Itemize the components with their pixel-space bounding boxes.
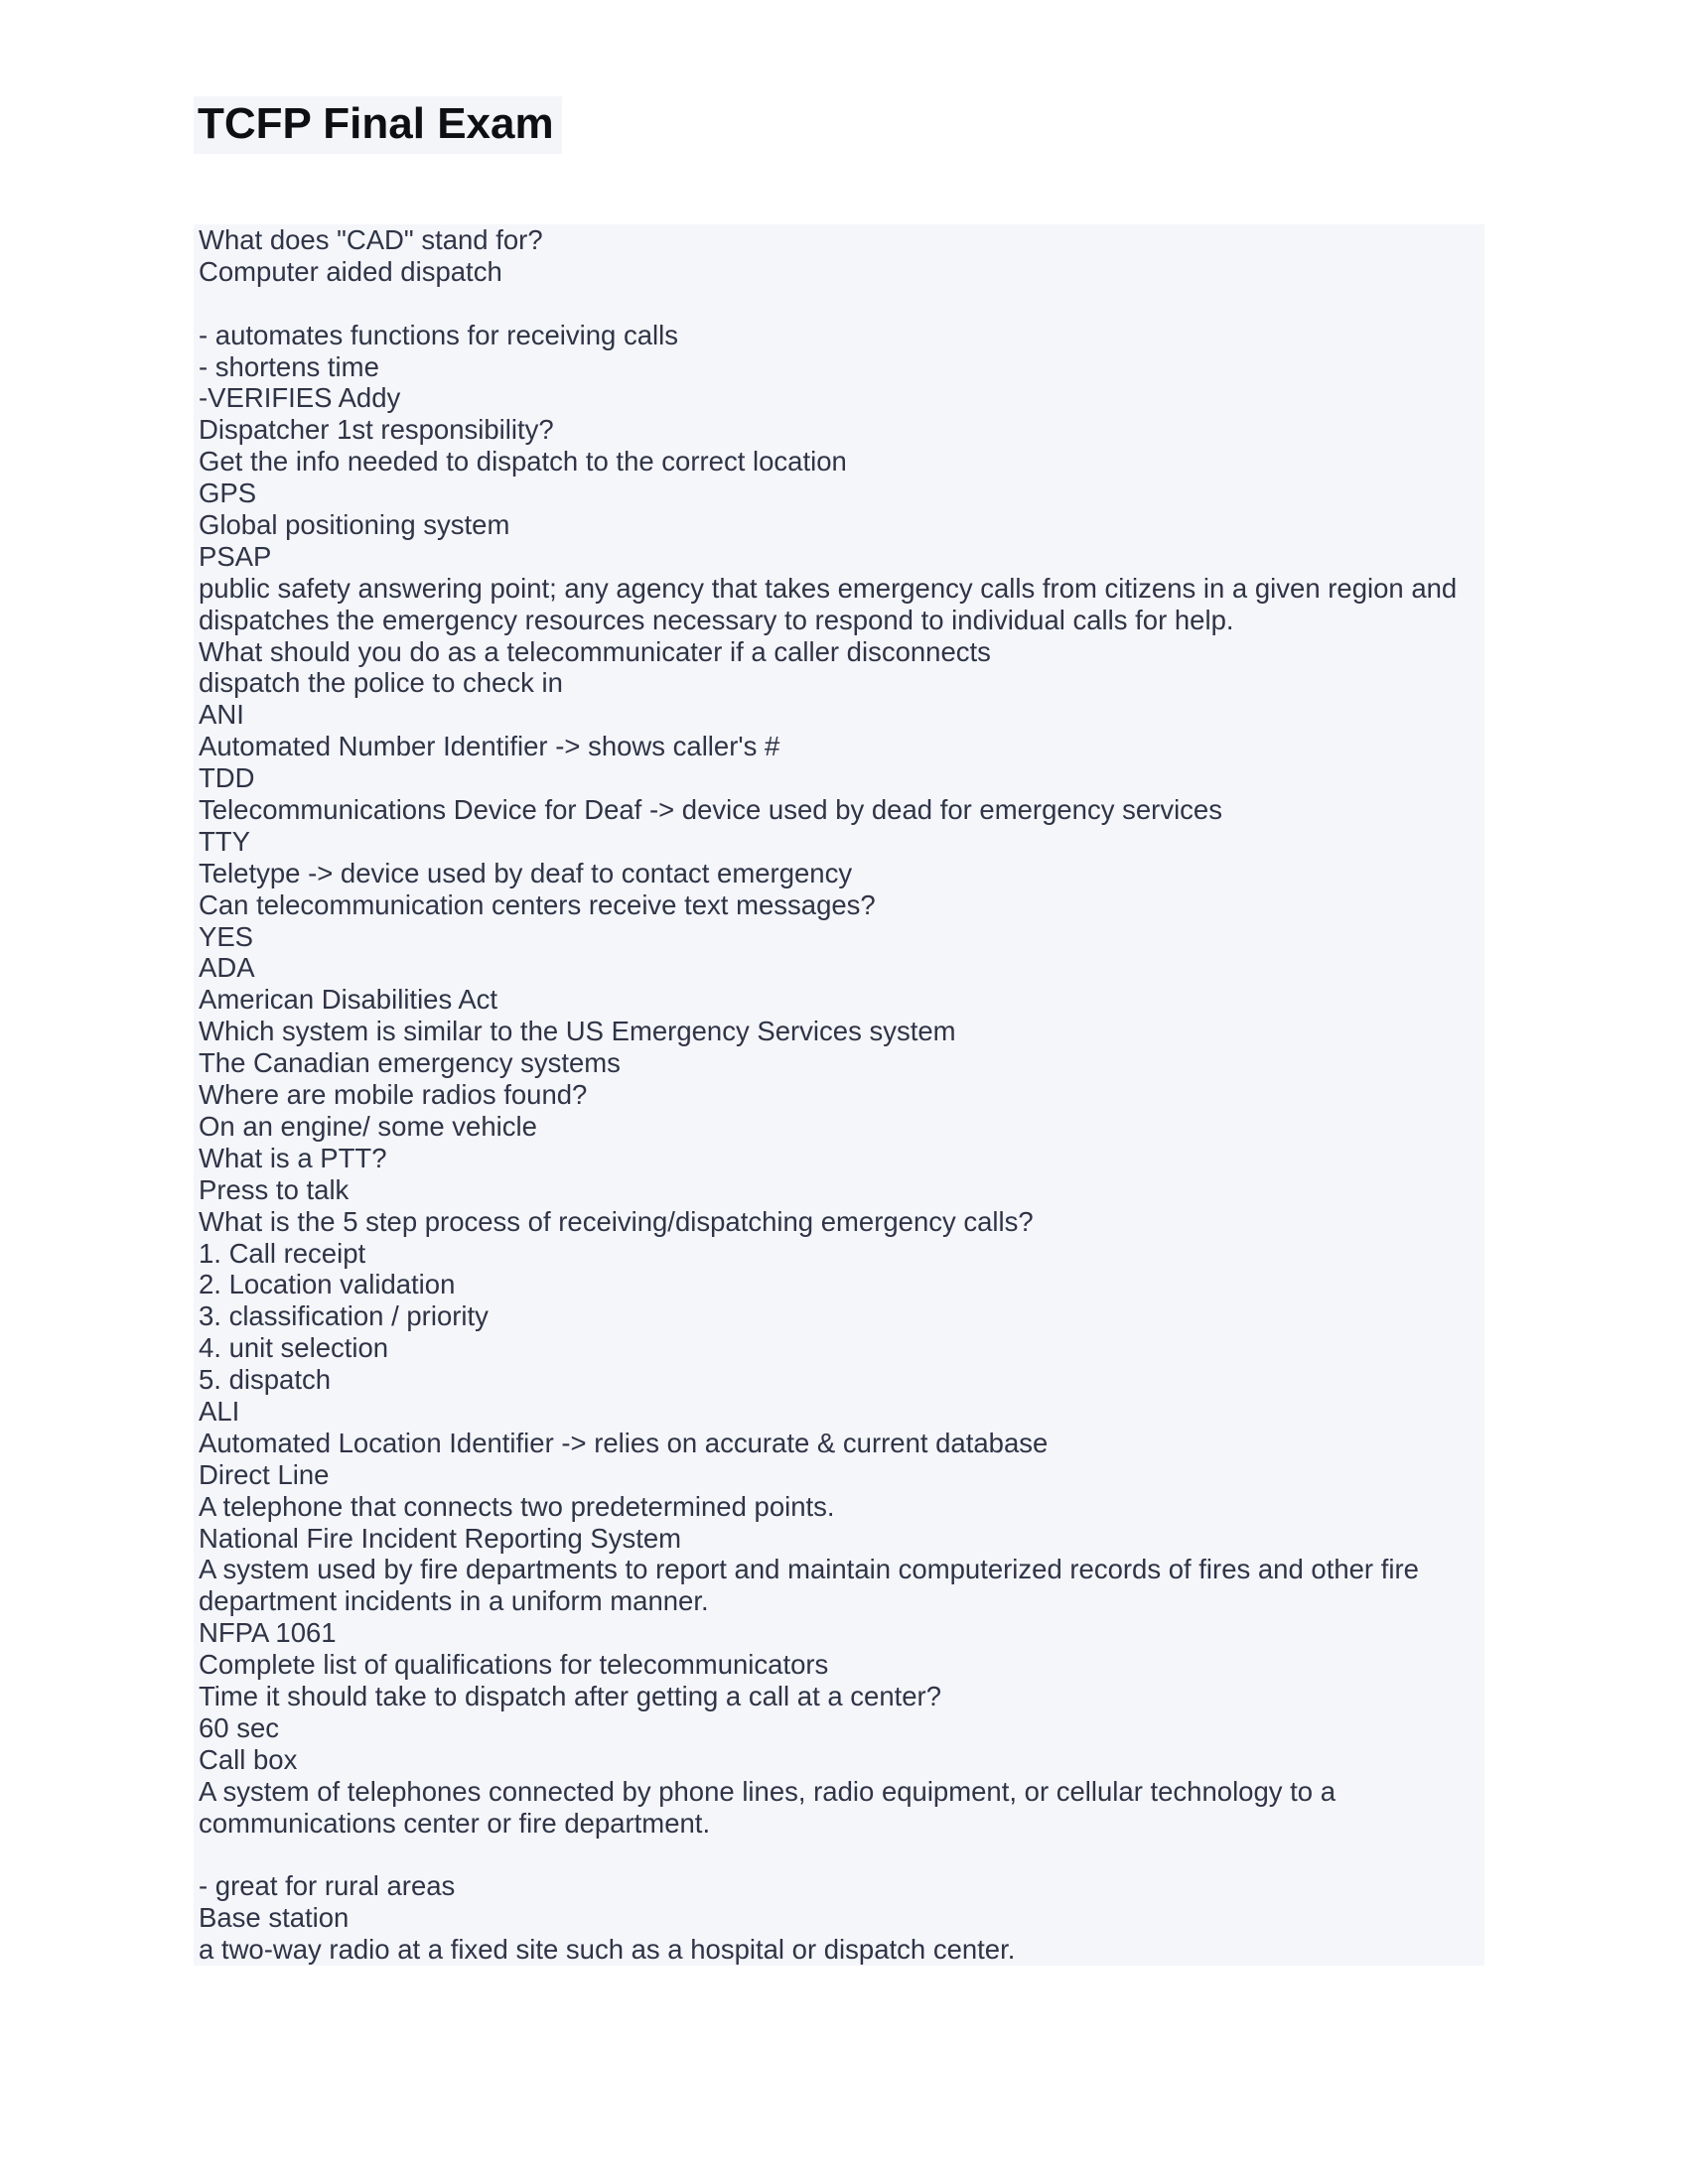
text-line: ADA (199, 952, 255, 984)
flashcard-content (194, 224, 1484, 1966)
text-line: The Canadian emergency systems (199, 1047, 621, 1079)
text-line: 1. Call receipt (199, 1237, 366, 1269)
text-line: Global positioning system (199, 509, 510, 541)
text-line: Can telecommunication centers receive text messages? (199, 888, 876, 920)
title-block (194, 96, 562, 154)
text-line: What is a PTT? (199, 1142, 387, 1173)
text-line: department incidents in a uniform manner. (199, 1585, 709, 1617)
text-line: What should you do as a telecommunicater if a caller disconnects (199, 635, 991, 667)
text-line: Automated Number Identifier -> shows caller's # (199, 731, 780, 762)
text-line: - great for rural areas (199, 1870, 456, 1902)
text-line: Telecommunications Device for Deaf -> device used by dead for emergency services (199, 794, 1222, 826)
text-line: -VERIFIES Addy (199, 382, 401, 414)
text-line: National Fire Incident Reporting System (199, 1522, 682, 1554)
text-line: dispatches the emergency resources necessary to respond to individual calls for help. (199, 604, 1234, 635)
text-line: ANI (199, 699, 244, 731)
text-line: GPS (199, 478, 257, 509)
text-line: Where are mobile radios found? (199, 1079, 588, 1111)
text-line: public safety answering point; any agency that takes emergency calls from citizens in a given region and (199, 572, 1458, 604)
text-line: 4. unit selection (199, 1332, 389, 1364)
text-line: communications center or fire department. (199, 1807, 711, 1839)
text-line: 5. dispatch (199, 1364, 332, 1396)
text-line: 3. classification / priority (199, 1300, 489, 1332)
text-line: - shortens time (199, 350, 379, 382)
text-line: a two-way radio at a fixed site such as a hospital or dispatch center. (199, 1934, 1016, 1966)
text-line: Direct Line (199, 1458, 330, 1490)
text-line: - automates functions for receiving calls (199, 319, 678, 350)
text-line: A telephone that connects two predetermined points. (199, 1490, 835, 1522)
text-line: What is the 5 step process of receiving/dispatching emergency calls? (199, 1205, 1034, 1237)
page-title: TCFP Final Exam (198, 99, 554, 148)
text-line: Computer aided dispatch (199, 255, 502, 287)
text-line: A system used by fire departments to report and maintain computerized records of fires and other fire (199, 1554, 1419, 1585)
text-line: NFPA 1061 (199, 1617, 337, 1649)
blank-line (199, 1839, 1480, 1870)
text-line: American Disabilities Act (199, 984, 498, 1016)
text-line: Automated Location Identifier -> relies on accurate & current database (199, 1427, 1049, 1458)
text-line: Time it should take to dispatch after getting a call at a center? (199, 1680, 942, 1711)
text-line: Press to talk (199, 1173, 350, 1205)
text-line: Complete list of qualifications for telecommunicators (199, 1649, 829, 1681)
text-line: Which system is similar to the US Emergency Services system (199, 1016, 956, 1047)
blank-line (199, 288, 1480, 320)
text-line: What does "CAD" stand for? (199, 224, 543, 255)
text-line: Call box (199, 1743, 298, 1775)
text-line: PSAP (199, 540, 272, 572)
text-line: TTY (199, 825, 250, 857)
text-line: YES (199, 920, 254, 952)
text-line: Dispatcher 1st responsibility? (199, 414, 554, 446)
text-line: Get the info needed to dispatch to the correct location (199, 446, 847, 478)
text-line: Base station (199, 1902, 350, 1934)
text-line: ALI (199, 1395, 240, 1427)
text-line: 60 sec (199, 1711, 280, 1743)
text-line: On an engine/ some vehicle (199, 1110, 537, 1142)
text-line: TDD (199, 762, 255, 794)
text-line: 2. Location validation (199, 1269, 456, 1300)
text-line: Teletype -> device used by deaf to contact emergency (199, 857, 853, 888)
text-line: dispatch the police to check in (199, 667, 563, 699)
text-line: A system of telephones connected by phone lines, radio equipment, or cellular technology to a (199, 1775, 1336, 1807)
